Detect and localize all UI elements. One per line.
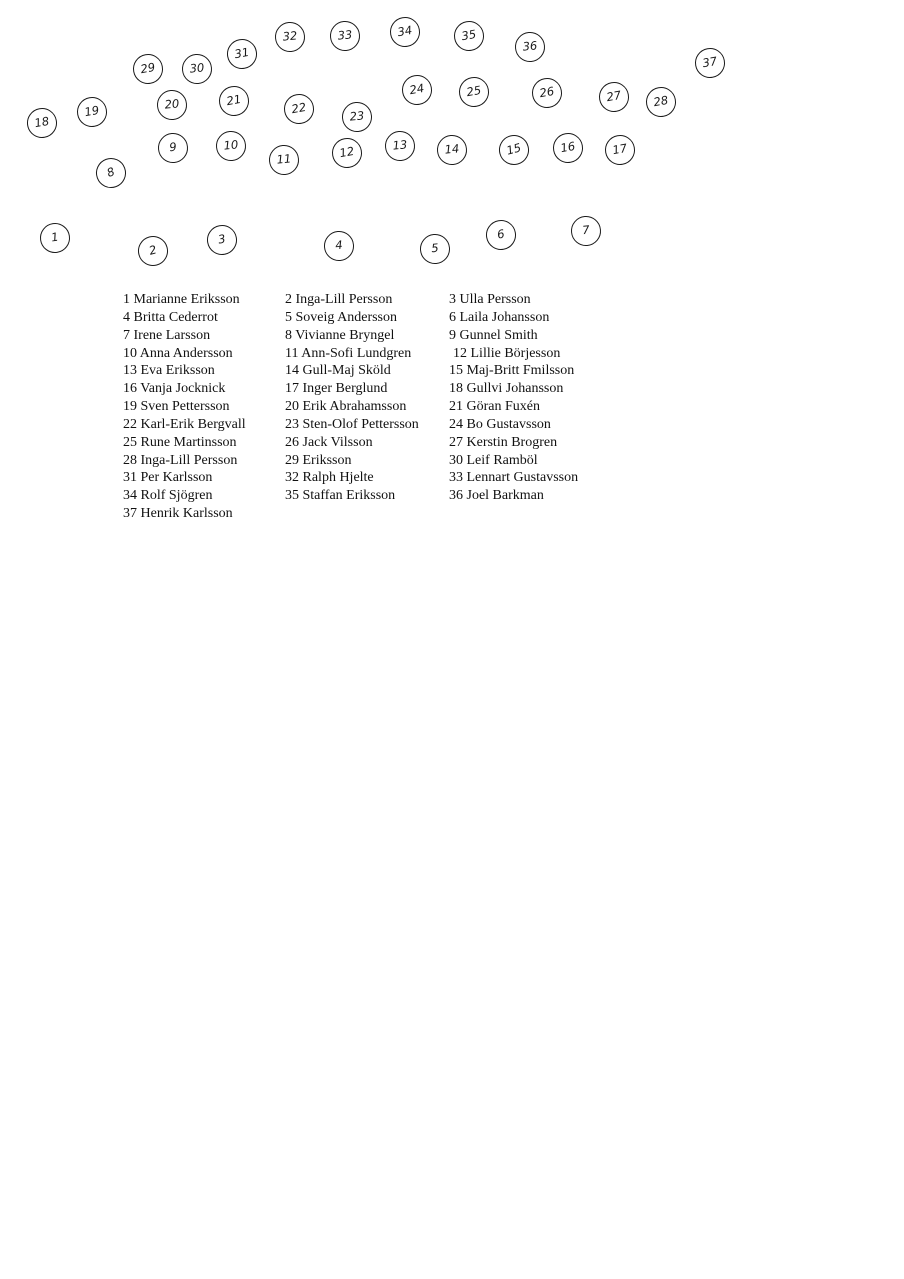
list-item: 24 Bo Gustavsson <box>449 416 551 432</box>
list-item: 7 Irene Larsson <box>123 327 211 343</box>
list-item: 19 Sven Pettersson <box>123 399 230 415</box>
list-item: 17 Inger Berglund <box>285 381 388 397</box>
list-item: 31 Per Karlsson <box>123 470 213 486</box>
seat-circle-15: 15 <box>496 132 533 169</box>
seat-circle-5: 5 <box>419 233 452 266</box>
seat-circle-32: 32 <box>274 21 307 54</box>
list-item: 26 Jack Vilsson <box>285 434 373 450</box>
list-item: 11 Ann-Sofi Lundgren <box>285 345 412 361</box>
seat-circle-20: 20 <box>156 89 189 122</box>
name-list-column-2 <box>285 291 419 505</box>
list-item: 22 Karl-Erik Bergvall <box>123 416 246 432</box>
list-item: 9 Gunnel Smith <box>449 327 538 343</box>
seat-circle-25: 25 <box>457 75 492 110</box>
list-item: 2 Inga-Lill Persson <box>285 292 393 307</box>
list-item: 21 Göran Fuxén <box>449 399 540 415</box>
seat-circle-3: 3 <box>205 223 240 258</box>
seat-circle-1: 1 <box>38 221 72 255</box>
list-item: 28 Inga-Lill Persson <box>123 452 238 468</box>
seat-circle-22: 22 <box>282 92 317 127</box>
seat-circle-21: 21 <box>217 84 252 119</box>
list-item: 32 Ralph Hjelte <box>285 470 374 486</box>
list-item: 6 Laila Johansson <box>449 309 550 325</box>
name-list-column-1 <box>123 291 246 523</box>
list-item: 10 Anna Andersson <box>123 345 233 361</box>
list-item: 1 Marianne Eriksson <box>123 292 240 307</box>
name-list-column-3 <box>449 291 578 505</box>
list-item: 5 Soveig Andersson <box>285 309 397 325</box>
seat-circle-9: 9 <box>157 132 190 165</box>
seat-circle-8: 8 <box>92 154 130 192</box>
list-item: 3 Ulla Persson <box>449 292 531 307</box>
list-item: 36 Joel Barkman <box>449 488 544 504</box>
seat-circle-23: 23 <box>341 101 374 134</box>
seat-circle-31: 31 <box>225 37 260 72</box>
list-item: 33 Lennart Gustavsson <box>449 470 579 486</box>
list-item: 14 Gull-Maj Sköld <box>285 363 391 379</box>
list-item: 30 Leif Ramböl <box>449 452 538 468</box>
list-item: 16 Vanja Jocknick <box>123 381 226 397</box>
list-item: 29 Eriksson <box>285 452 352 468</box>
list-item: 18 Gullvi Johansson <box>449 381 564 397</box>
seat-circle-34: 34 <box>388 15 423 50</box>
seat-circle-13: 13 <box>384 130 417 163</box>
seat-circle-33: 33 <box>329 20 362 53</box>
seat-circle-12: 12 <box>330 136 365 171</box>
seat-circle-37: 37 <box>693 46 728 81</box>
list-item: 37 Henrik Karlsson <box>123 506 233 522</box>
list-item: 20 Erik Abrahamsson <box>285 399 407 415</box>
seat-circle-29: 29 <box>131 52 166 87</box>
seat-circle-19: 19 <box>75 95 110 130</box>
list-item: 35 Staffan Eriksson <box>285 488 396 504</box>
seat-circle-10: 10 <box>215 130 248 163</box>
list-item: 12 Lillie Börjesson <box>453 345 561 361</box>
seat-circle-27: 27 <box>597 80 632 115</box>
seat-circle-26: 26 <box>530 76 565 111</box>
list-item: 4 Britta Cederrot <box>123 309 218 325</box>
list-item: 34 Rolf Sjögren <box>123 488 213 504</box>
list-item: 23 Sten-Olof Pettersson <box>285 416 419 432</box>
seat-circle-28: 28 <box>644 85 679 120</box>
list-item: 25 Rune Martinsson <box>123 434 237 450</box>
seat-circle-11: 11 <box>268 144 301 177</box>
seat-circle-17: 17 <box>603 133 638 168</box>
seat-circle-7: 7 <box>570 215 603 248</box>
seat-circle-2: 2 <box>135 233 172 270</box>
list-item: 15 Maj-Britt Fmilsson <box>449 363 575 379</box>
seat-circle-36: 36 <box>514 31 547 64</box>
seat-circle-35: 35 <box>452 19 487 54</box>
seat-circle-16: 16 <box>551 131 586 166</box>
list-item: 13 Eva Eriksson <box>123 363 215 379</box>
seat-circle-30: 30 <box>181 53 214 86</box>
seat-circle-6: 6 <box>484 218 519 253</box>
seat-circle-18: 18 <box>25 106 60 141</box>
seat-circle-24: 24 <box>400 73 435 108</box>
seat-circle-14: 14 <box>436 134 469 167</box>
list-item: 8 Vivianne Bryngel <box>285 327 395 343</box>
seat-circle-4: 4 <box>323 230 356 263</box>
list-item: 27 Kerstin Brogren <box>449 434 558 450</box>
